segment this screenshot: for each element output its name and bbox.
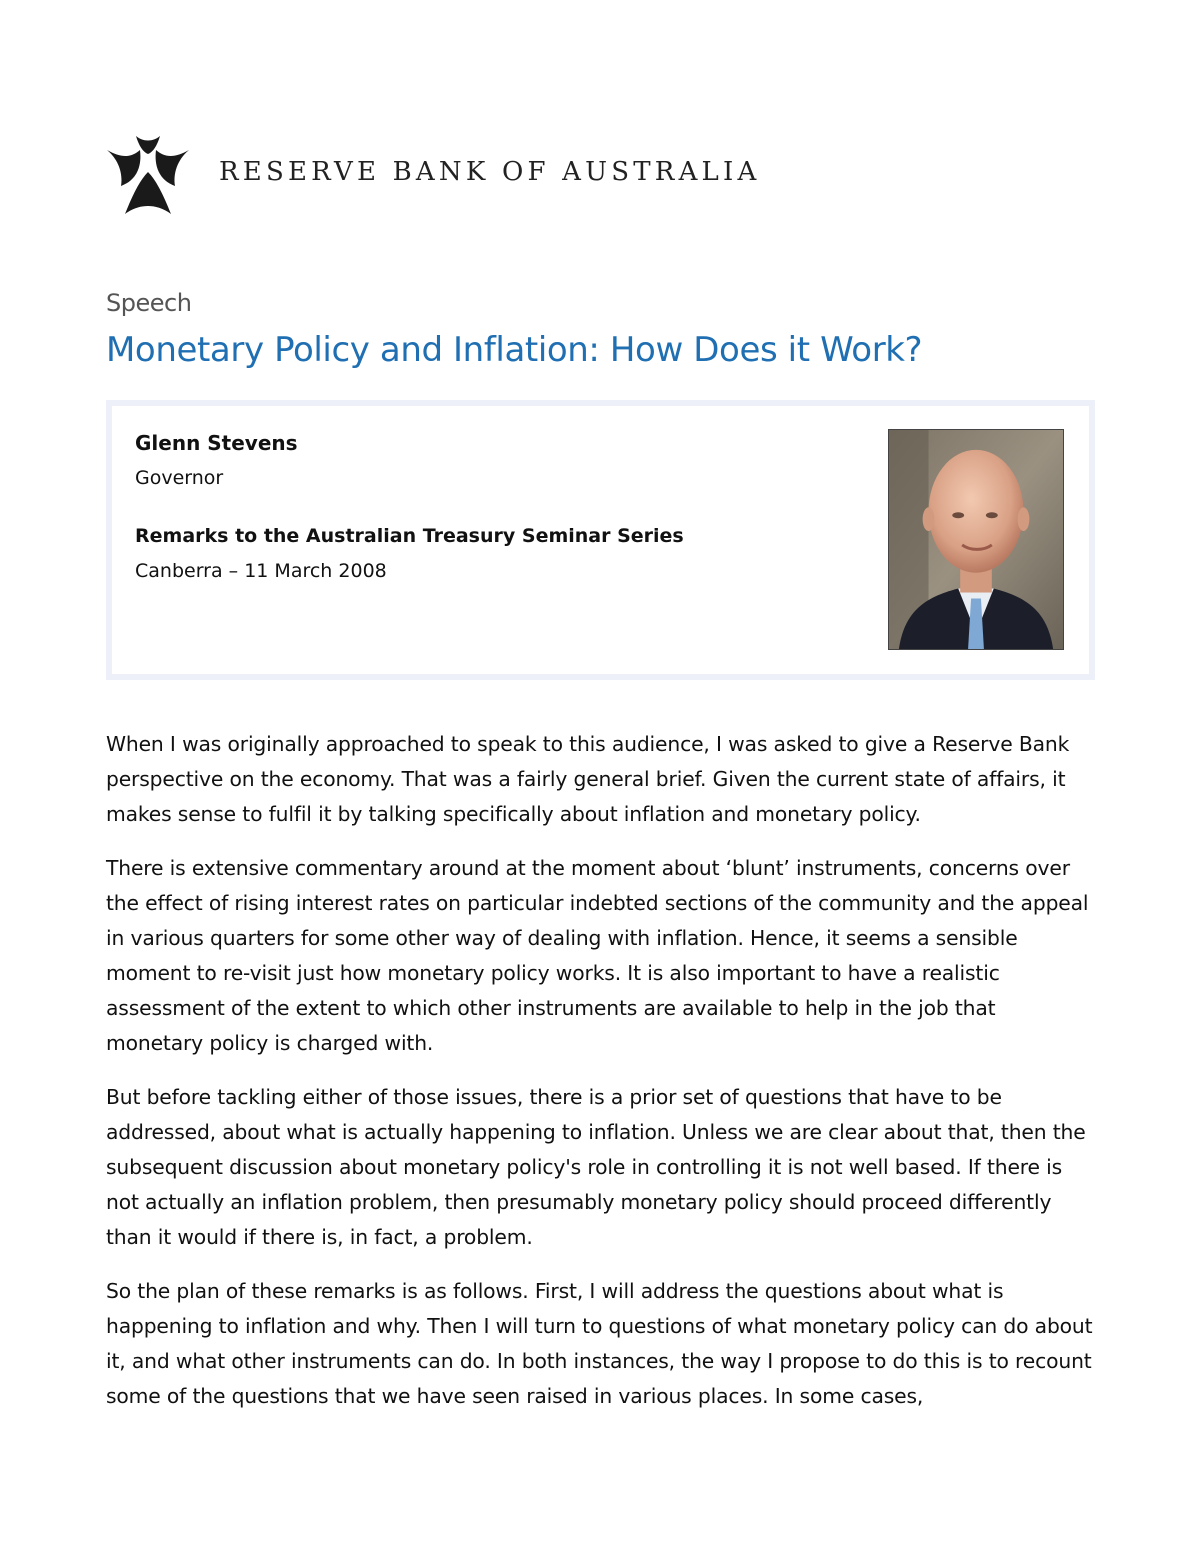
speaker-portrait bbox=[888, 429, 1064, 650]
event-title: Remarks to the Australian Treasury Seminar Series bbox=[135, 525, 684, 547]
speech-body bbox=[106, 727, 1098, 1433]
speaker-info-box bbox=[106, 400, 1095, 680]
page-title: Monetary Policy and Inflation: How Does it Work? bbox=[106, 330, 923, 370]
paragraph: There is extensive commentary around at the moment about ‘blunt’ instruments, concerns over the effect of rising interest rates on particular indebted sections of the community and the appeal in various quarters for some other way of dealing with inflation. Hence, it seems a sensible moment to re-visit just how monetary policy works. It is also important to have a realistic assessment of the extent to which other instruments are available to help in the job that monetary policy is charged with. bbox=[106, 856, 1089, 1055]
paragraph: When I was originally approached to speak to this audience, I was asked to give a Reserve Bank perspective on the economy. That was a fairly general brief. Given the current state of affairs, it makes sense to fulfil it by talking specifically about inflation and monetary policy. bbox=[106, 732, 1070, 826]
speaker-name: Glenn Stevens bbox=[135, 431, 298, 455]
paragraph: So the plan of these remarks is as follows. First, I will address the questions about what is happening to inflation and why. Then I will turn to questions of what monetary policy can do about it, and what other instruments can do. In both instances, the way I propose to do this is to recount some of the questions that we have seen raised in various places. In some cases, bbox=[106, 1279, 1093, 1408]
org-name: RESERVE BANK OF AUSTRALIA bbox=[219, 157, 761, 187]
section-label: Speech bbox=[106, 289, 192, 317]
rba-emblem-icon bbox=[107, 136, 189, 216]
rba-logo bbox=[107, 136, 760, 216]
place-date: Canberra – 11 March 2008 bbox=[135, 560, 387, 582]
speaker-role: Governor bbox=[135, 467, 224, 489]
paragraph: But before tackling either of those issues, there is a prior set of questions that have to be addressed, about what is actually happening to inflation. Unless we are clear about that, then the subsequent discussion about monetary policy's role in controlling it is not well based. If there is not actually an inflation problem, then presumably monetary policy should proceed differently than it would if there is, in fact, a problem. bbox=[106, 1085, 1086, 1249]
